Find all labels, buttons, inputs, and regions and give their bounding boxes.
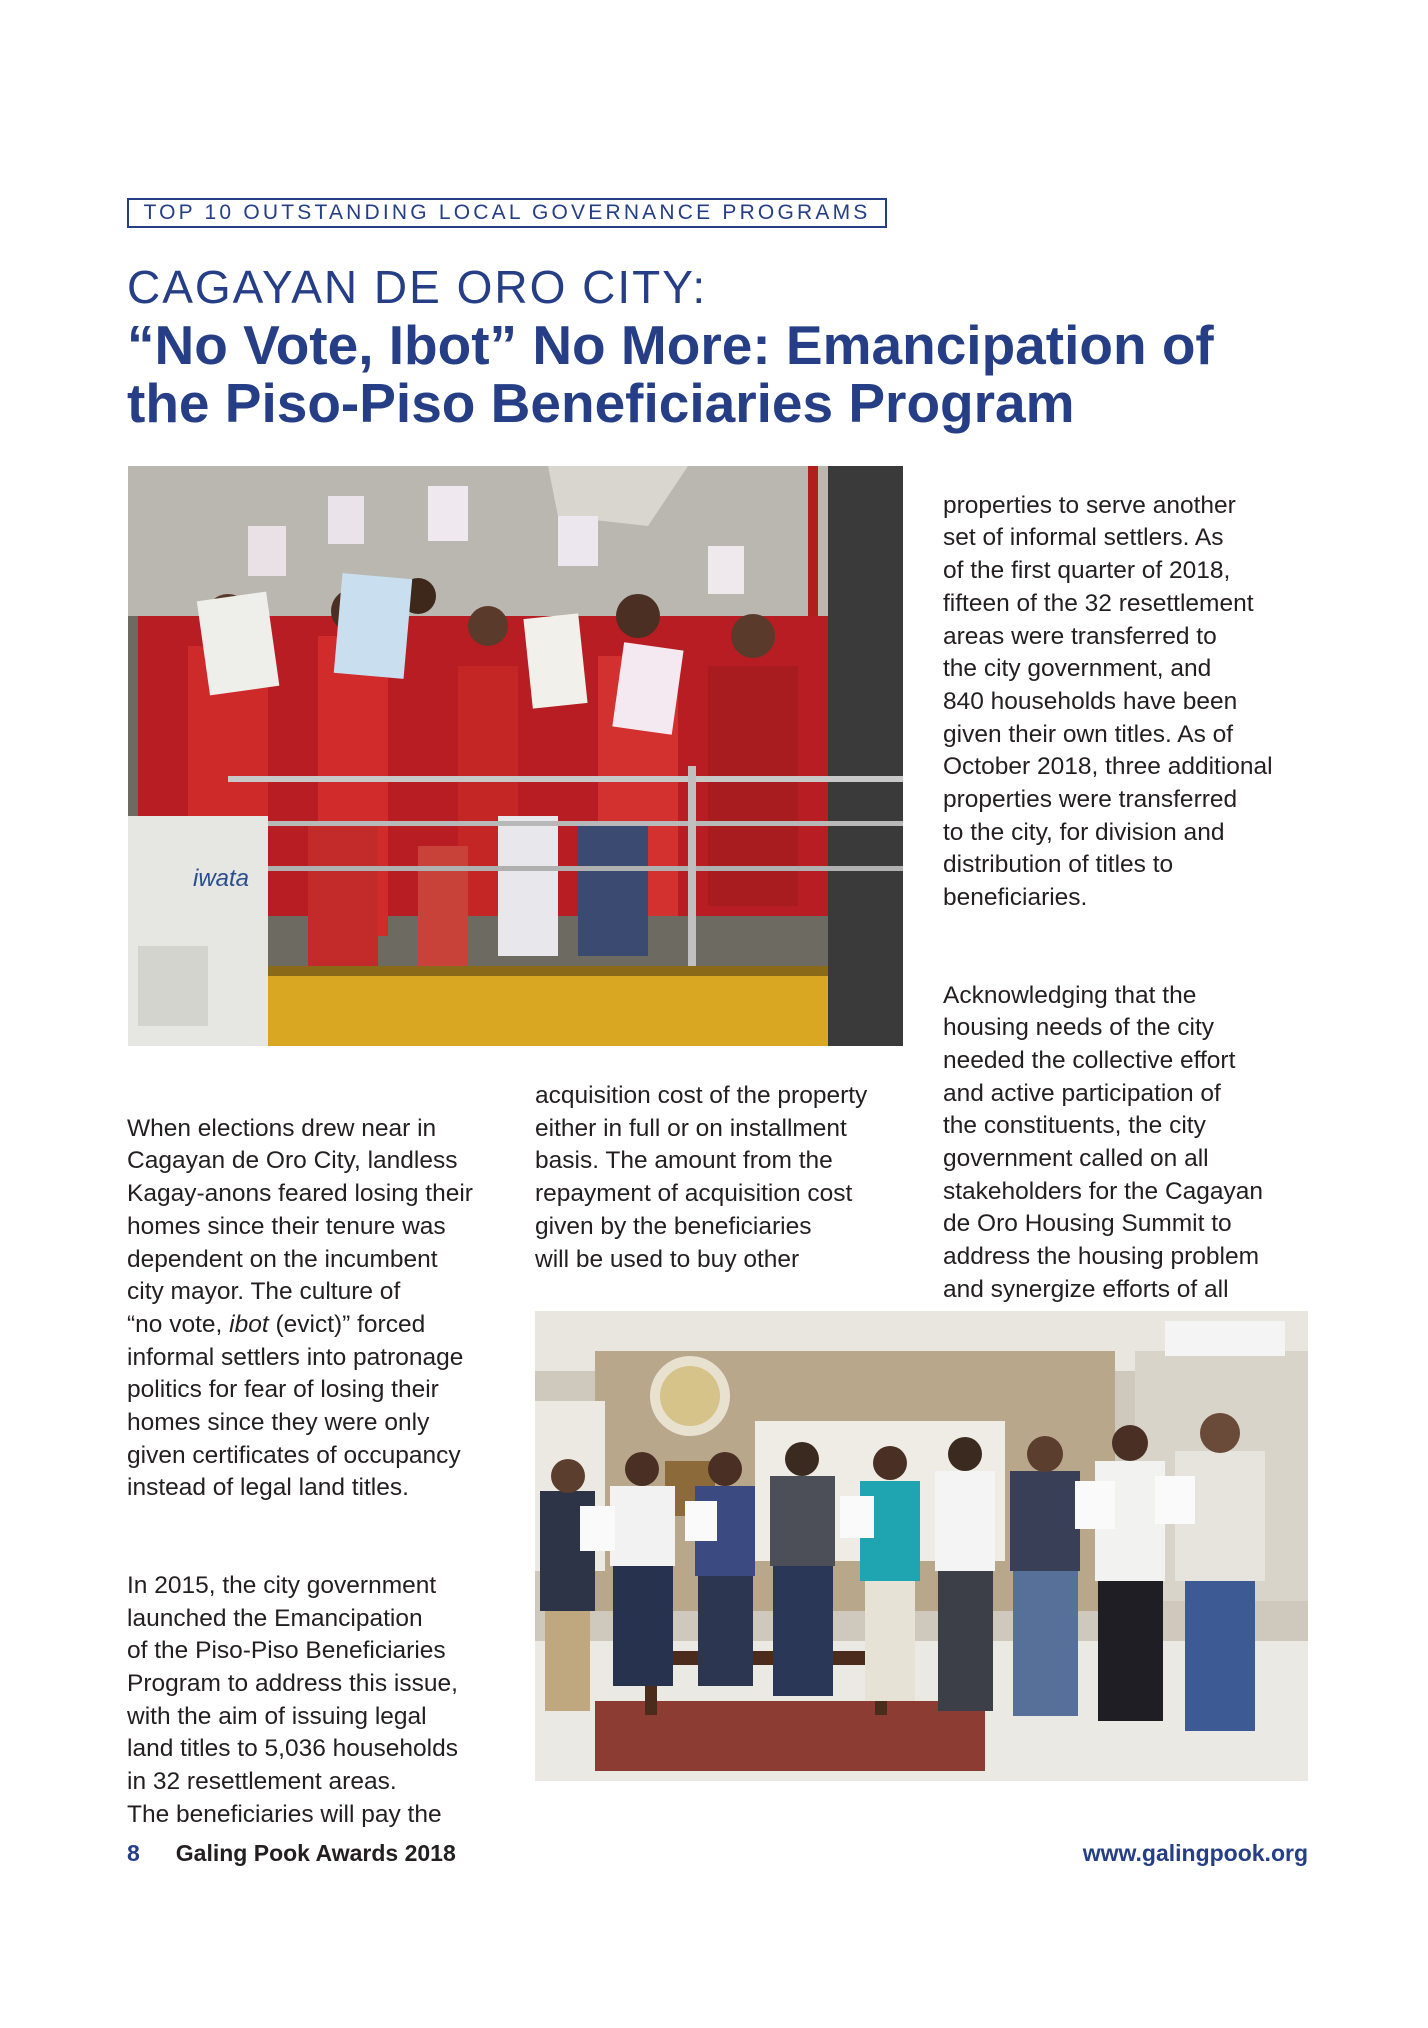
paragraph-program-launch: In 2015, the city government launched the Emancipation of the Piso-Piso Beneficiaries Program to address this issue, with the aim of issuing legal land titles to 5,036 households in 32 resettlement areas. The beneficiaries will pay the	[127, 1571, 458, 1828]
column-2: acquisition cost of the property either in full or on installment basis. The amount from the repayment of acquisition cost given by the beneficiaries will be used to buy other	[535, 1082, 868, 1273]
section-kicker: TOP 10 OUTSTANDING LOCAL GOVERNANCE PROGRAMS	[127, 198, 887, 228]
oath-taking-photo	[535, 1311, 1308, 1781]
article-headline: “No Vote, Ibot” No More: Emancipation of the Piso-Piso Beneficiaries Program	[127, 314, 1214, 434]
column-1	[127, 1080, 507, 1864]
dispenser-brand-label: iwata	[193, 865, 250, 892]
paragraph-titles-progress: properties to serve another set of informal settlers. As of the first quarter of 2018, fifteen of the 32 resettlement areas were transferred to the city government, and 840 households have been given their own titles. As of October 2018, three additional properties were transferred to the city, for division and distribution of titles to beneficiaries.	[943, 491, 1273, 912]
column-3	[943, 457, 1323, 1372]
page-number: 8	[127, 1840, 140, 1866]
city-heading: CAGAYAN DE ORO CITY:	[127, 261, 708, 313]
footer-left	[127, 1840, 456, 1867]
paragraph-elections: When elections drew near in Cagayan de Oro City, landless Kagay-anons feared losing their homes since their tenure was dependent on the incumbent city mayor. The culture of “no vote, ibot (evict)” forced informal settlers into patronage politics for fear of losing their homes since they were only given certificates of occupancy instead of legal land titles.	[127, 1114, 473, 1502]
beneficiaries-photo	[128, 466, 903, 1046]
paragraph-housing-summit: Acknowledging that the housing needs of the city needed the collective effort and active participation of the constituents, the city government called on all stakeholders for the Cagayan de Oro Housing Summit to address the housing problem and synergize efforts of all	[943, 981, 1264, 1303]
term-ibot: ibot	[229, 1310, 269, 1338]
footer-website[interactable]: www.galingpook.org	[1082, 1840, 1308, 1866]
publication-name: Galing Pook Awards 2018	[175, 1840, 456, 1866]
